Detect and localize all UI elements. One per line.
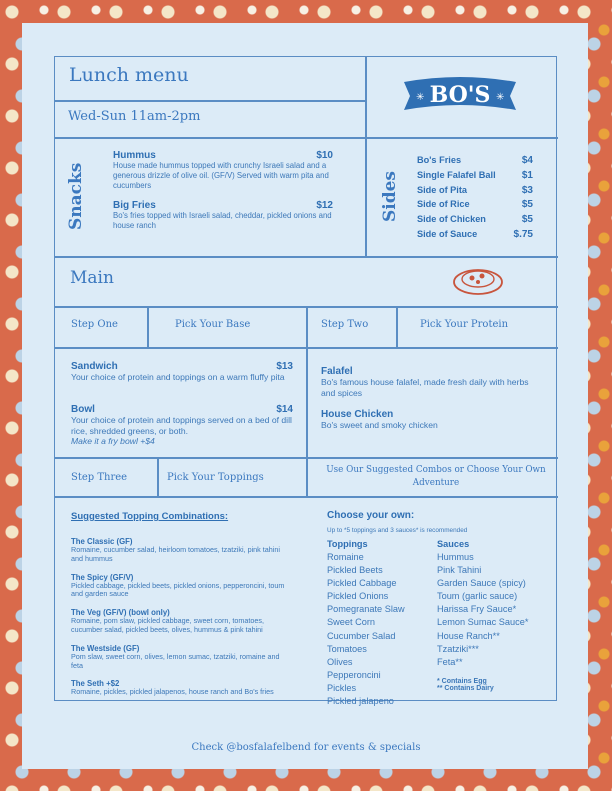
main-title: Main [70,268,114,288]
step-one-action: Pick Your Base [175,319,251,330]
topping-item: Pomegranate Slaw [327,604,405,615]
snack-item [113,150,333,191]
snack-name: Big Fries [113,200,156,211]
topping-item: Pickled Cabbage [327,578,397,589]
topping-item: Pickled Onions [327,591,389,602]
protein-item: Falafel Bo's famous house falafel, made fresh daily with herbs and spices [321,366,529,398]
falafel-illustration-icon [450,262,506,303]
combo-item: The Spicy (GF/V) Pickled cabbage, pickled beets, pickled onions, pepperoncini, toum and garden sauce [71,572,285,599]
step-one-label: Step One [71,319,118,330]
footer-text: Check @bosfalafelbend for events & specials [191,742,421,753]
topping-item: Tomatoes [327,643,367,654]
topping-item: Pickles [327,682,357,693]
topping-item: Romaine [327,552,364,562]
sauce-item: Pink Tahini [437,565,482,576]
sauce-item: Harissa Fry Sauce* [437,604,517,615]
sauce-item: Tzatziki*** [437,643,479,654]
step-three-action: Pick Your Toppings [167,472,264,483]
side-item: Side of Rice $5 [417,199,533,211]
allergen-note: * Contains Egg [437,677,487,685]
logo-text: BO'S [429,82,491,108]
sauce-item: House Ranch** [437,630,500,641]
combo-item: The Classic (GF) Romaine, cucumber salad, heirloom tomatoes, tzatziki, pink tahini and hummus [71,537,280,563]
protein-item: House Chicken Bo's sweet and smoky chicken [321,409,438,430]
topping-item: Olives [327,656,353,667]
choose-title: Choose your own: [327,510,415,521]
toppings-list: Toppings Romaine Pickled Beets Pickled Cabbage Pickled Onions Pomegranate Slaw Sweet Corn Cucumber Salad Tomatoes Olives Pepperoncini Pickles Pickled jalapeno [327,539,437,709]
sides-list [417,155,533,244]
topping-item: Sweet Corn [327,617,376,628]
snack-desc: Bo's fries topped with Israeli salad, cheddar, pickled onions and house ranch [113,211,332,230]
step-two-action: Pick Your Protein [420,319,509,330]
side-item: Side of Sauce $.75 [417,228,533,240]
bos-logo [398,70,522,120]
snack-desc: House made hummus topped with crunchy Israeli salad and a generous drizzle of olive oil. (GF/V) Served with warm pita and cucumbers [113,161,329,190]
step-three-label: Step Three [71,472,128,483]
hours-text: Wed-Sun 11am-2pm [68,109,201,124]
combo-item: The Veg (GF/V) (bowl only) Romaine, pom slaw, pickled cabbage, sweet corn, tomatoes, cucumber salad, pickled beets, olives, hummus & pink tahini [71,608,264,634]
sauce-item: Hummus [437,552,474,562]
base-item: Bowl $14 Your choice of protein and toppings served on a bed of dill rice, shredded greens, or both. Make it a fry bowl +$4 [71,404,293,446]
svg-text:✳: ✳ [416,92,425,103]
topping-item: Cucumber Salad [327,630,396,641]
page-title: Lunch menu [69,64,189,86]
combo-item: The Westside (GF) Pom slaw, sweet corn, olives, lemon sumac, tzatziki, romaine and feta [71,643,280,670]
base-item: Sandwich $13 Your choice of protein and toppings on a warm fluffy pita [71,361,293,382]
sauce-item: Toum (garlic sauce) [437,591,518,602]
side-item: Single Falafel Ball $1 [417,169,533,181]
side-item: Bo's Fries $4 [417,155,533,166]
combos-list [71,537,291,697]
sauce-item: Garden Sauce (spicy) [437,578,526,589]
sides-label: Sides [380,170,400,222]
snacks-label: Snacks [66,162,86,230]
snack-price: $10 [316,150,333,161]
allergen-note: ** Contains Dairy [437,684,494,692]
topping-item: Pepperoncini [327,669,381,680]
choose-hint: Up to *5 toppings and 3 sauces* is recommended [327,527,468,534]
svg-text:✳: ✳ [496,92,505,103]
side-item: Side of Chicken $5 [417,214,533,226]
sauces-list: Sauces Hummus Pink Tahini Garden Sauce (spicy) Toum (garlic sauce) Harissa Fry Sauce* Lemon Sumac Sauce* House Ranch** Tzatziki*** Feta** * Contains Egg ** Contains Dairy [437,539,552,692]
side-item: Side of Pita $3 [417,184,533,196]
step-two-label: Step Two [321,319,369,330]
sauce-item: Lemon Sumac Sauce* [437,617,529,628]
snack-name: Hummus [113,150,156,161]
snack-price: $12 [316,200,333,211]
combo-prompt: Use Our Suggested Combos or Choose Your Own Adventure [326,465,546,488]
combos-title: Suggested Topping Combinations: [71,511,229,522]
snack-item [113,200,333,231]
combo-item: The Seth +$2 Romaine, pickles, pickled jalapenos, house ranch and Bo's fries [71,679,274,697]
topping-item: Pickled jalapeno [327,696,394,707]
topping-item: Pickled Beets [327,565,383,576]
sauce-item: Feta** [437,656,463,667]
